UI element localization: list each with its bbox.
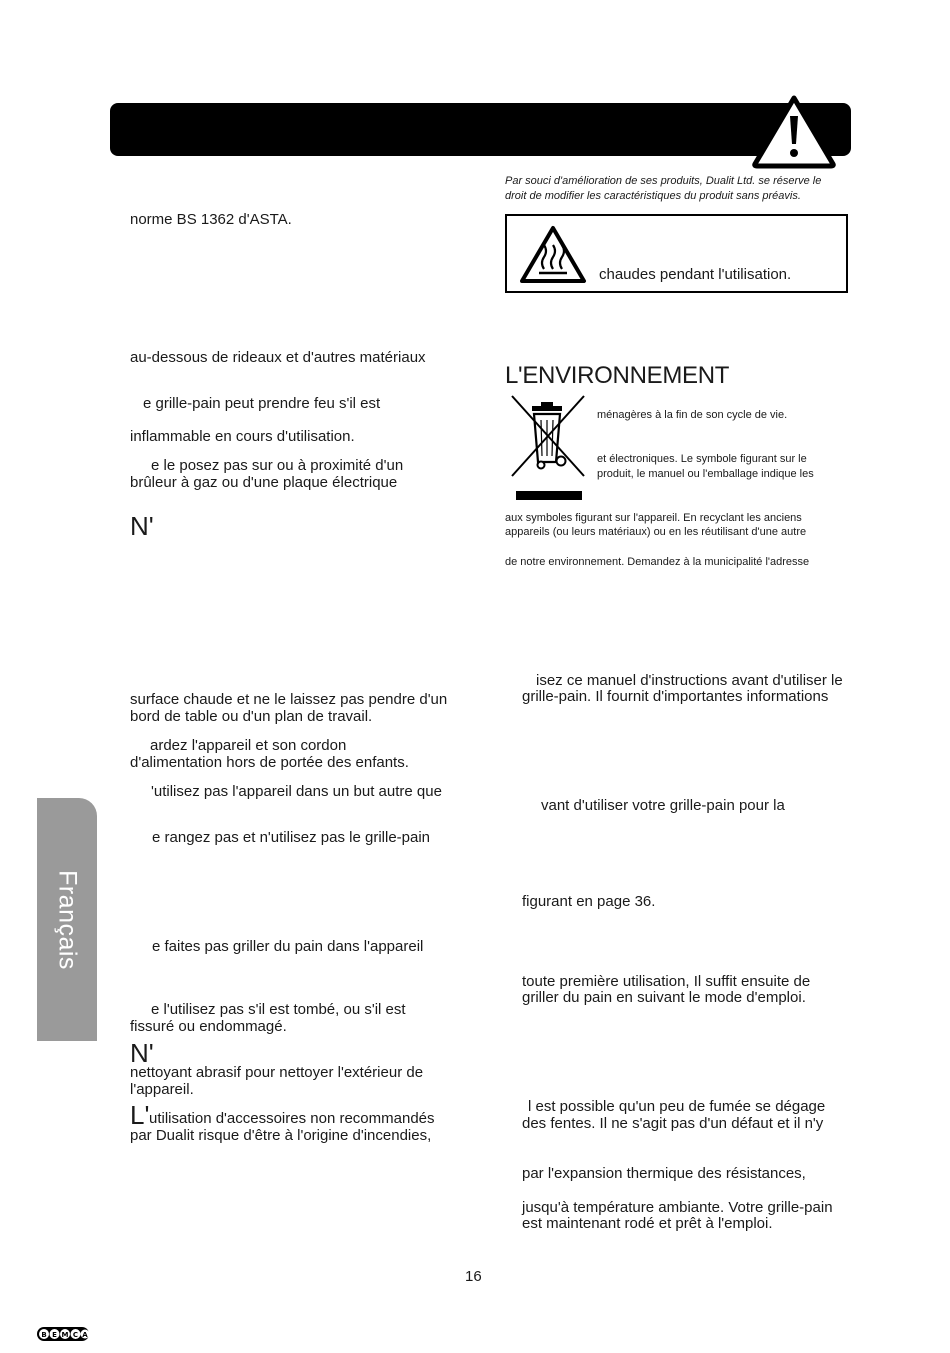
drop-cap: N'	[130, 1038, 154, 1068]
svg-text:A: A	[82, 1330, 88, 1339]
text-line: inflammable en cours d'utilisation.	[130, 428, 355, 445]
text-line: figurant en page 36.	[522, 893, 656, 910]
text-line: bord de table ou d'un plan de travail.	[130, 708, 373, 725]
text-line: est maintenant rodé et prêt à l'emploi.	[522, 1215, 773, 1232]
environment-title: L'ENVIRONNEMENT	[505, 362, 730, 389]
text-line: isez ce manuel d'instructions avant d'utiliser le	[536, 672, 843, 689]
drop-cap: L'	[130, 1100, 150, 1130]
text-line: l est possible qu'un peu de fumée se dégage	[528, 1098, 826, 1115]
bemca-logo	[37, 1327, 89, 1346]
language-tab	[37, 798, 97, 1041]
page-number: 16	[465, 1268, 482, 1285]
drop-cap: N'	[130, 511, 154, 541]
text-line: e le posez pas sur ou à proximité d'un	[151, 457, 404, 474]
hot-surface-icon	[519, 225, 587, 290]
text-line: vant d'utiliser votre grille-pain pour la	[541, 797, 785, 814]
text-line: ardez l'appareil et son cordon	[150, 737, 347, 754]
text-line: norme BS 1362 d'ASTA.	[130, 211, 292, 228]
env-text-line: de notre environnement. Demandez à la municipalité l'adresse	[505, 556, 810, 568]
env-text-line: aux symboles figurant sur l'appareil. En recyclant les anciens	[505, 512, 802, 524]
text-line: e grille-pain peut prendre feu s'il est	[143, 395, 381, 412]
disclaimer-line: droit de modifier les caractéristiques du produit sans préavis.	[505, 190, 801, 202]
warning-triangle-icon	[751, 94, 837, 175]
header-bar	[110, 103, 851, 156]
language-tab-label: Français	[53, 869, 82, 970]
text-line: e faites pas griller du pain dans l'appareil	[152, 938, 424, 955]
text-line: 'utilisez pas l'appareil dans un but autre que	[151, 783, 442, 800]
env-text-line: appareils (ou leurs matériaux) ou en les réutilisant d'une autre	[505, 526, 807, 538]
text-line: l'appareil.	[130, 1081, 194, 1098]
env-text-line: ménagères à la fin de son cycle de vie.	[597, 409, 788, 421]
text-line: jusqu'à température ambiante. Votre grille-pain	[522, 1199, 833, 1216]
text-line: e rangez pas et n'utilisez pas le grille-pain	[152, 829, 431, 846]
text-line: d'alimentation hors de portée des enfants.	[130, 754, 409, 771]
svg-text:E: E	[52, 1330, 57, 1339]
svg-text:C: C	[72, 1330, 79, 1339]
weee-bin-icon	[508, 394, 588, 509]
text-line: brûleur à gaz ou d'une plaque électrique	[130, 474, 398, 491]
svg-text:B: B	[41, 1330, 47, 1339]
env-text-line: et électroniques. Le symbole figurant sur le	[597, 453, 807, 465]
hot-surface-warning-box	[505, 214, 848, 293]
text-line: au-dessous de rideaux et d'autres matériaux	[130, 349, 426, 366]
text-line: utilisation d'accessoires non recommandés	[149, 1110, 435, 1127]
svg-text:M: M	[61, 1330, 69, 1339]
text-line: toute première utilisation, Il suffit ensuite de	[522, 973, 811, 990]
text-line: par Dualit risque d'être à l'origine d'incendies,	[130, 1127, 432, 1144]
text-line: surface chaude et ne le laissez pas pendre d'un	[130, 691, 448, 708]
text-line: fissuré ou endommagé.	[130, 1018, 287, 1035]
text-line: par l'expansion thermique des résistances,	[522, 1165, 806, 1182]
text-line: des fentes. Il ne s'agit pas d'un défaut et il n'y	[522, 1115, 824, 1132]
env-text-line: produit, le manuel ou l'emballage indique les	[597, 468, 814, 480]
text-line: nettoyant abrasif pour nettoyer l'extérieur de	[130, 1064, 424, 1081]
text-line: e l'utilisez pas s'il est tombé, ou s'il est	[151, 1001, 406, 1018]
text-line: griller du pain en suivant le mode d'emploi.	[522, 989, 806, 1006]
hot-surface-text: chaudes pendant l'utilisation.	[599, 266, 792, 283]
disclaimer-line: Par souci d'amélioration de ses produits, Dualit Ltd. se réserve le	[505, 175, 822, 187]
text-line: grille-pain. Il fournit d'importantes informations	[522, 688, 829, 705]
